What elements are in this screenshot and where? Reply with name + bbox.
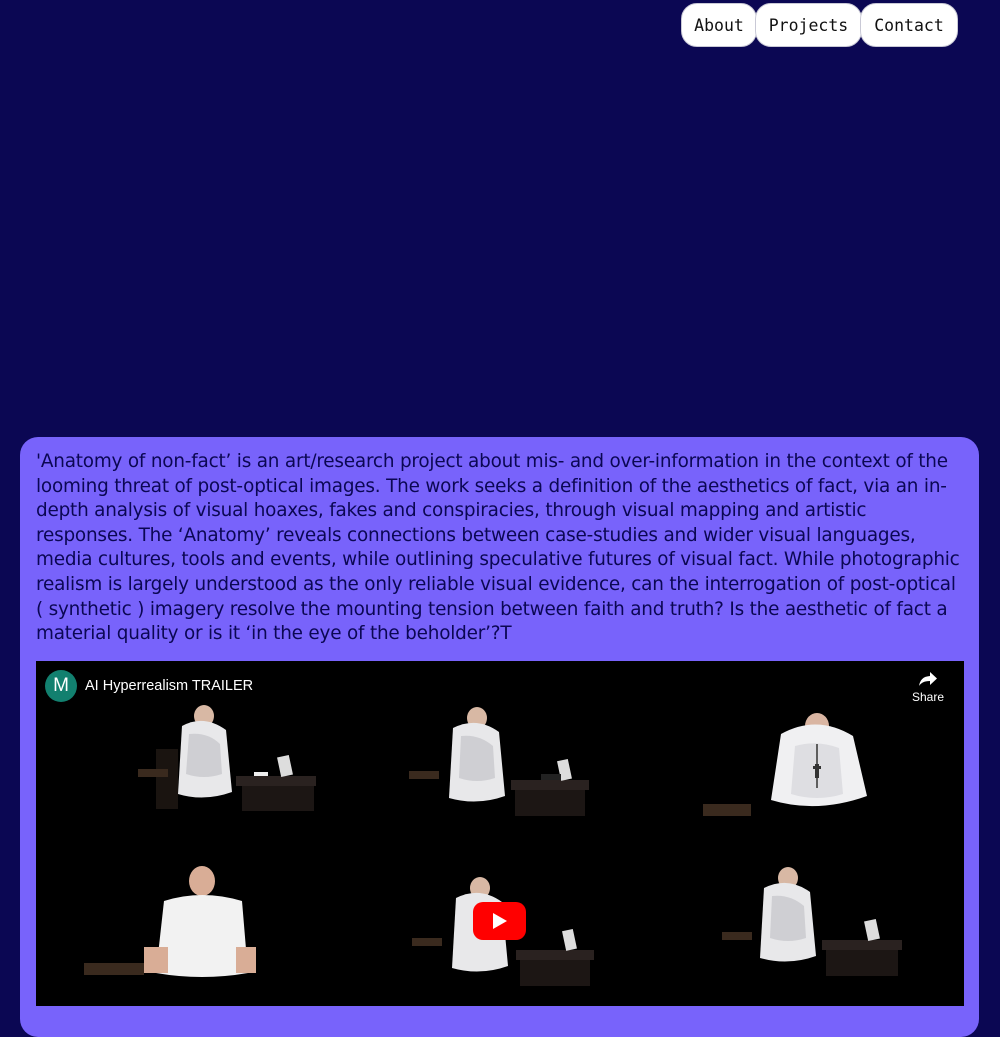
- nav-projects-button[interactable]: Projects: [755, 3, 862, 47]
- video-thumbnail: [718, 866, 908, 981]
- video-player[interactable]: [36, 661, 964, 1006]
- video-header: [45, 670, 253, 702]
- nav-about-button[interactable]: About: [681, 3, 757, 47]
- top-nav: [681, 3, 958, 47]
- channel-avatar[interactable]: M: [45, 670, 77, 702]
- play-button[interactable]: [473, 902, 526, 940]
- video-thumbnail: [403, 704, 593, 822]
- video-title[interactable]: AI Hyperrealism TRAILER: [85, 678, 254, 694]
- nav-contact-button[interactable]: Contact: [860, 3, 958, 47]
- share-button[interactable]: [904, 671, 952, 704]
- video-thumbnail: [134, 704, 324, 819]
- share-label: Share: [911, 690, 945, 704]
- play-icon: [492, 912, 508, 930]
- project-description: 'Anatomy of non-fact’ is an art/research project about mis- and over-information in the context of the looming threat of post-optical images. The work seeks a definition of the aesthetics of fact, via an in-depth analysis of visual hoaxes, fakes and conspiracies, through visual mapping and artistic responses. The ‘Anatomy’ reveals connections between case-studies and wider visual languages, media cultures, tools and events, while outlining speculative futures of visual fact. While photographic realism is largely understood as the only reliable visual evidence, can the interrogation of post-optical ( synthetic ) imagery resolve the mounting tension between faith and truth? Is the aesthetic of fact a material quality or is it ‘in the eye of the beholder’?T: [36, 451, 960, 645]
- video-thumbnail: [699, 704, 889, 822]
- video-thumbnail: [84, 861, 274, 981]
- share-icon: [918, 671, 938, 687]
